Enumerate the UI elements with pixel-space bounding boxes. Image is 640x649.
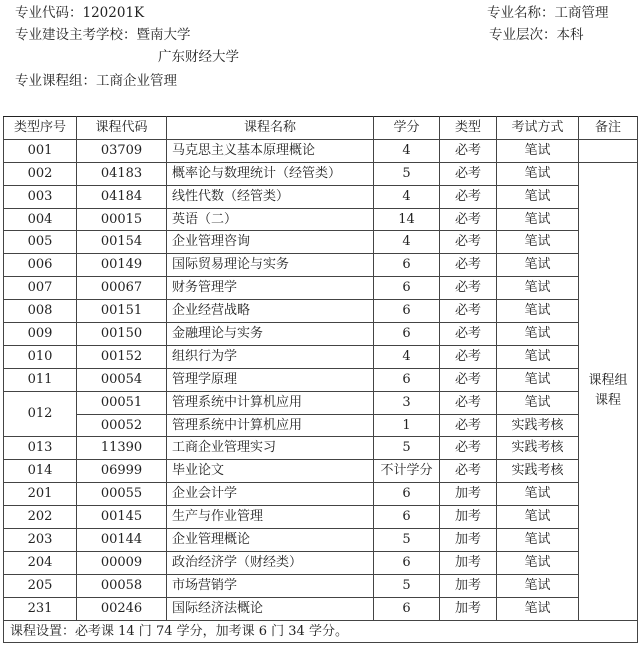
cell-exam: 笔试 [497, 345, 579, 368]
cell-code: 06999 [77, 460, 167, 483]
cell-type: 加考 [440, 506, 497, 529]
cell-credit: 4 [374, 231, 440, 254]
major-level: 专业层次：本科 [489, 27, 584, 43]
cell-credit: 4 [374, 185, 440, 208]
cell-seq: 202 [4, 506, 77, 529]
cell-type: 加考 [440, 529, 497, 552]
cell-seq: 231 [4, 597, 77, 620]
table-row [4, 300, 638, 323]
cell-type: 必考 [440, 208, 497, 231]
footer-text: 课程设置：必考课 14 门 74 学分，加考课 6 门 34 学分。 [4, 620, 638, 643]
cell-name: 概率论与数理统计（经管类） [167, 162, 374, 185]
cell-name: 工商企业管理实习 [167, 437, 374, 460]
table-row [4, 231, 638, 254]
cell-code: 00051 [77, 391, 167, 414]
cell-type: 加考 [440, 597, 497, 620]
table-row [4, 391, 638, 414]
table-row [4, 345, 638, 368]
cell-credit: 6 [374, 300, 440, 323]
cell-seq: 013 [4, 437, 77, 460]
cell-credit: 5 [374, 529, 440, 552]
cell-code: 00054 [77, 368, 167, 391]
cell-remark-empty [579, 139, 638, 162]
cell-type: 必考 [440, 254, 497, 277]
cell-exam: 笔试 [497, 529, 579, 552]
cell-name: 组织行为学 [167, 345, 374, 368]
cell-name: 管理系统中计算机应用 [167, 391, 374, 414]
cell-seq: 008 [4, 300, 77, 323]
table-row [4, 460, 638, 483]
col-remark: 备注 [579, 117, 638, 140]
cell-name: 企业会计学 [167, 483, 374, 506]
cell-name: 管理系统中计算机应用 [167, 414, 374, 437]
cell-seq: 001 [4, 139, 77, 162]
cell-seq: 004 [4, 208, 77, 231]
cell-code: 00150 [77, 323, 167, 346]
table-row [4, 208, 638, 231]
cell-name: 英语（二） [167, 208, 374, 231]
cell-credit: 3 [374, 391, 440, 414]
cell-type: 加考 [440, 551, 497, 574]
table-row [4, 597, 638, 620]
cell-seq: 205 [4, 574, 77, 597]
cell-type: 必考 [440, 323, 497, 346]
school-2: 广东财经大学 [158, 49, 239, 65]
cell-exam: 笔试 [497, 139, 579, 162]
cell-exam: 实践考核 [497, 414, 579, 437]
cell-seq: 204 [4, 551, 77, 574]
table-row [4, 277, 638, 300]
cell-code: 00149 [77, 254, 167, 277]
cell-name: 政治经济学（财经类） [167, 551, 374, 574]
cell-type: 必考 [440, 414, 497, 437]
remark-line-2: 课程 [594, 393, 621, 409]
cell-exam: 笔试 [497, 506, 579, 529]
col-type: 类型 [440, 117, 497, 140]
cell-exam: 笔试 [497, 368, 579, 391]
cell-exam: 笔试 [497, 254, 579, 277]
table-row [4, 437, 638, 460]
table-row [4, 162, 638, 185]
cell-seq: 007 [4, 277, 77, 300]
remark-line-1: 课程组 [588, 373, 628, 389]
cell-seq: 006 [4, 254, 77, 277]
cell-exam: 笔试 [497, 391, 579, 414]
cell-seq: 005 [4, 231, 77, 254]
cell-name: 国际经济法概论 [167, 597, 374, 620]
cell-type: 加考 [440, 574, 497, 597]
footer-row [4, 620, 638, 643]
cell-name: 金融理论与实务 [167, 323, 374, 346]
table-row [4, 483, 638, 506]
curriculum-table [3, 116, 638, 643]
cell-credit: 6 [374, 368, 440, 391]
cell-credit: 不计学分 [374, 460, 440, 483]
cell-seq: 009 [4, 323, 77, 346]
cell-credit: 6 [374, 483, 440, 506]
table-row [4, 551, 638, 574]
table-row [4, 254, 638, 277]
cell-credit: 6 [374, 277, 440, 300]
cell-seq: 003 [4, 185, 77, 208]
cell-code: 00154 [77, 231, 167, 254]
cell-code: 00015 [77, 208, 167, 231]
cell-type: 必考 [440, 162, 497, 185]
cell-exam: 实践考核 [497, 437, 579, 460]
cell-code: 00055 [77, 483, 167, 506]
cell-name: 生产与作业管理 [167, 506, 374, 529]
cell-type: 必考 [440, 460, 497, 483]
cell-credit: 1 [374, 414, 440, 437]
cell-exam: 笔试 [497, 231, 579, 254]
cell-name: 马克思主义基本原理概论 [167, 139, 374, 162]
cell-credit: 6 [374, 551, 440, 574]
cell-type: 必考 [440, 277, 497, 300]
cell-code: 00067 [77, 277, 167, 300]
cell-type: 必考 [440, 437, 497, 460]
cell-credit: 5 [374, 437, 440, 460]
cell-code: 00058 [77, 574, 167, 597]
cell-seq: 014 [4, 460, 77, 483]
cell-credit: 14 [374, 208, 440, 231]
cell-code: 03709 [77, 139, 167, 162]
table-row [4, 529, 638, 552]
cell-name: 管理学原理 [167, 368, 374, 391]
cell-type: 加考 [440, 483, 497, 506]
cell-name: 企业经营战略 [167, 300, 374, 323]
col-credit: 学分 [374, 117, 440, 140]
major-name: 专业名称：工商管理 [487, 5, 609, 21]
cell-seq: 201 [4, 483, 77, 506]
cell-code: 00144 [77, 529, 167, 552]
cell-name: 毕业论文 [167, 460, 374, 483]
cell-exam: 笔试 [497, 551, 579, 574]
cell-credit: 4 [374, 139, 440, 162]
cell-seq: 010 [4, 345, 77, 368]
cell-code: 04184 [77, 185, 167, 208]
cell-exam: 笔试 [497, 323, 579, 346]
cell-name: 国际贸易理论与实务 [167, 254, 374, 277]
cell-credit: 6 [374, 254, 440, 277]
cell-credit: 6 [374, 506, 440, 529]
cell-credit: 4 [374, 345, 440, 368]
cell-code: 04183 [77, 162, 167, 185]
cell-exam: 笔试 [497, 574, 579, 597]
cell-exam: 笔试 [497, 185, 579, 208]
cell-type: 必考 [440, 231, 497, 254]
col-seq: 类型序号 [4, 117, 77, 140]
cell-name: 企业管理咨询 [167, 231, 374, 254]
col-exam: 考试方式 [497, 117, 579, 140]
cell-credit: 6 [374, 597, 440, 620]
cell-code: 00246 [77, 597, 167, 620]
cell-type: 必考 [440, 345, 497, 368]
cell-exam: 笔试 [497, 483, 579, 506]
cell-exam: 笔试 [497, 208, 579, 231]
cell-code: 00152 [77, 345, 167, 368]
cell-exam: 笔试 [497, 162, 579, 185]
cell-code: 00151 [77, 300, 167, 323]
cell-seq: 011 [4, 368, 77, 391]
table-row [4, 323, 638, 346]
cell-code: 00009 [77, 551, 167, 574]
cell-name: 线性代数（经管类） [167, 185, 374, 208]
cell-type: 必考 [440, 368, 497, 391]
cell-name: 企业管理概论 [167, 529, 374, 552]
cell-type: 必考 [440, 300, 497, 323]
cell-code: 11390 [77, 437, 167, 460]
cell-credit: 5 [374, 162, 440, 185]
cell-remark [579, 162, 638, 620]
cell-seq: 002 [4, 162, 77, 185]
cell-seq: 203 [4, 529, 77, 552]
major-code: 专业代码：120201K [15, 5, 145, 21]
school: 专业建设主考学校：暨南大学 [15, 27, 191, 43]
cell-exam: 笔试 [497, 300, 579, 323]
col-name: 课程名称 [167, 117, 374, 140]
table-row [4, 139, 638, 162]
cell-code: 00052 [77, 414, 167, 437]
cell-type: 必考 [440, 139, 497, 162]
course-group: 专业课程组：工商企业管理 [15, 73, 177, 89]
cell-exam: 实践考核 [497, 460, 579, 483]
cell-exam: 笔试 [497, 597, 579, 620]
cell-type: 必考 [440, 391, 497, 414]
table-row [4, 414, 638, 437]
table-row [4, 368, 638, 391]
cell-name: 财务管理学 [167, 277, 374, 300]
cell-credit: 5 [374, 574, 440, 597]
cell-seq: 012 [4, 391, 77, 437]
cell-name: 市场营销学 [167, 574, 374, 597]
col-code: 课程代码 [77, 117, 167, 140]
cell-type: 必考 [440, 185, 497, 208]
table-row [4, 574, 638, 597]
table-header-row [4, 117, 638, 140]
table-row [4, 506, 638, 529]
cell-code: 00145 [77, 506, 167, 529]
cell-credit: 6 [374, 323, 440, 346]
cell-exam: 笔试 [497, 277, 579, 300]
table-row [4, 185, 638, 208]
